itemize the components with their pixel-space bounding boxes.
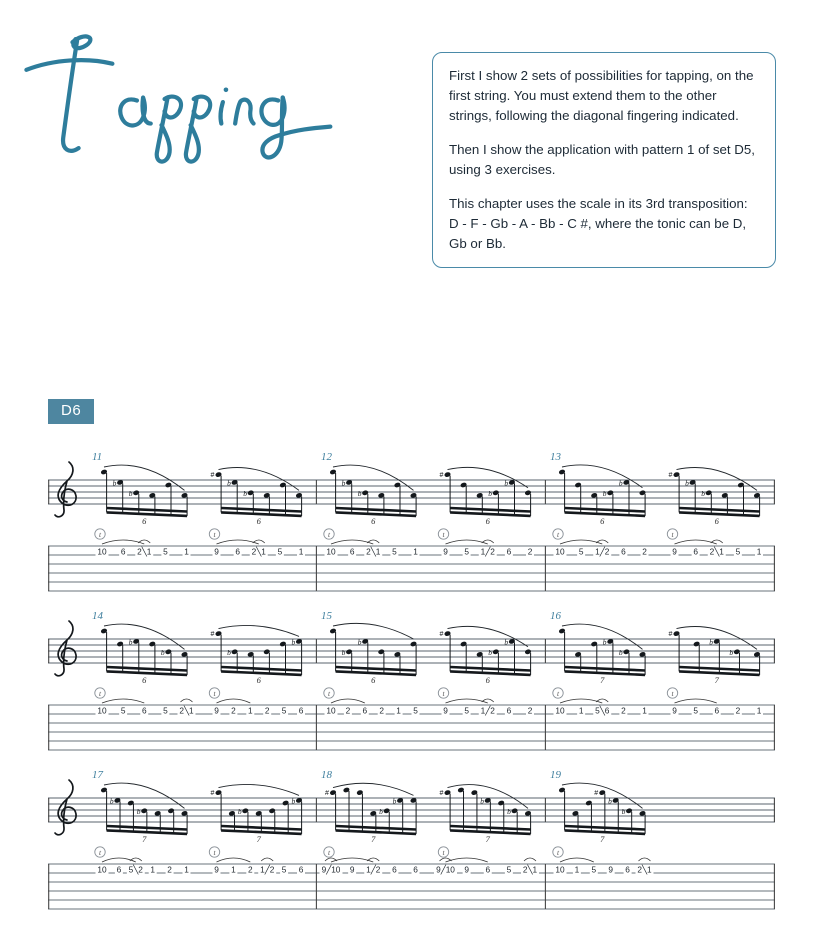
tab-number: 6 — [693, 546, 698, 557]
tap-indicator — [553, 688, 563, 698]
flat-accidental: b — [112, 478, 117, 488]
flat-accidental: b — [136, 806, 141, 816]
tab-number: 1╱2 — [595, 546, 610, 557]
tab-number: 9 — [214, 864, 219, 875]
tab-slur — [181, 699, 193, 702]
tab-number: 6 — [506, 705, 512, 716]
tab-number: 5 — [693, 705, 698, 716]
tab-slur — [217, 699, 251, 703]
tab-number: 1 — [574, 864, 580, 875]
slur — [219, 784, 300, 795]
info-paragraph-1: First I show 2 sets of possibilities for tapping, on the first string. You must extend them to the other strings, following the diagonal fingering indicated. — [449, 68, 754, 123]
info-paragraph-3: This chapter uses the scale in its 3rd transposition: D - F - Gb - A - Bb - C #, where the tonic can be D, Gb or Bb. — [449, 195, 748, 251]
beam — [221, 512, 302, 516]
tab-slur — [261, 858, 273, 861]
beam — [450, 508, 530, 512]
tab-number: 2 — [527, 705, 533, 716]
tap-indicator — [438, 529, 448, 539]
tab-number: 1╱2 — [480, 705, 495, 716]
tab-number: 6 — [298, 864, 304, 875]
flat-accidental: b — [618, 478, 623, 488]
flat-accidental: b — [480, 796, 484, 806]
tab-slur — [560, 699, 602, 703]
measure-number: 14 — [92, 610, 103, 622]
tap-letter: t — [98, 848, 102, 857]
notation-system — [48, 446, 775, 596]
slur — [562, 783, 643, 808]
tab-number: 9 — [608, 864, 614, 875]
slur — [333, 623, 414, 639]
tab-number: 9 — [672, 546, 677, 557]
measure-number: 18 — [321, 769, 332, 781]
tab-slur — [446, 540, 488, 544]
tab-slur — [639, 858, 651, 861]
logo-stroke-p1-descender — [157, 97, 170, 161]
measure-number: 17 — [92, 769, 103, 781]
tab-number: 2 — [167, 864, 172, 875]
tab-number: 1 — [184, 864, 189, 875]
tap-indicator — [324, 688, 334, 698]
flat-accidental: b — [227, 647, 231, 657]
tab-slur — [102, 540, 144, 544]
tab-number: 6 — [485, 864, 491, 875]
tab-number: 2╲1 — [179, 705, 194, 716]
tab-number: 1╱2 — [260, 864, 275, 875]
tab-number: 10 — [555, 546, 565, 557]
flat-accidental: b — [291, 637, 296, 647]
section-badge: D6 — [48, 399, 94, 424]
tap-indicator — [209, 688, 219, 698]
tap-letter: t — [442, 530, 445, 539]
notation-system — [48, 764, 775, 914]
tab-slur — [331, 540, 373, 544]
measure-number: 16 — [550, 610, 561, 622]
staff-lines — [48, 480, 775, 504]
flat-accidental: b — [341, 647, 346, 657]
beam — [565, 671, 646, 675]
tap-letter: t — [556, 689, 560, 698]
tab-number: 6 — [625, 864, 630, 875]
tab-number: 6 — [141, 705, 147, 716]
tap-indicator — [553, 847, 563, 857]
flat-accidental: b — [685, 478, 689, 488]
tab-number: 2 — [379, 705, 385, 716]
tab-number: 5╲6 — [595, 705, 610, 716]
sharp-accidental: # — [210, 790, 215, 798]
flat-accidental: b — [504, 637, 509, 647]
flat-accidental: b — [701, 488, 705, 498]
tab-number: 2 — [264, 705, 270, 716]
sharp-accidental: # — [439, 790, 444, 798]
beam — [221, 508, 302, 512]
tab-slur — [102, 699, 144, 703]
tab-slur — [102, 858, 136, 862]
beam — [450, 667, 530, 671]
tab-number: 6 — [621, 546, 626, 557]
tab-number: 5 — [735, 546, 741, 557]
tab-number: 2╲1 — [137, 546, 152, 557]
beam — [336, 667, 417, 671]
tab-slur — [560, 540, 602, 544]
tab-number: 2 — [621, 705, 626, 716]
slur — [448, 467, 529, 487]
beam — [336, 671, 417, 675]
beam — [565, 508, 646, 512]
tab-number: 5 — [281, 705, 287, 716]
tuplet-number: 6 — [371, 675, 376, 685]
tapping-script-logo — [8, 22, 338, 176]
tab-number: 5 — [464, 546, 469, 557]
tab-number: 5 — [506, 864, 512, 875]
flat-accidental: b — [357, 488, 362, 498]
flat-accidental: b — [729, 647, 734, 657]
tuplet-number: 6 — [600, 516, 605, 526]
tuplet-number: 7 — [256, 834, 261, 844]
tuplet-number: 7 — [600, 834, 605, 844]
tab-slur — [524, 858, 536, 861]
logo-i-dot — [224, 87, 229, 92]
tab-number: 10 — [97, 546, 107, 557]
tab-number: 9 — [443, 546, 448, 557]
tab-number: 1 — [396, 705, 401, 716]
tab-number: 1 — [247, 705, 253, 716]
tab-number: 1 — [184, 546, 189, 557]
tab-number: 2 — [231, 705, 236, 716]
tuplet-number: 6 — [256, 516, 261, 526]
tuplet-number: 6 — [714, 516, 719, 526]
tab-number: 6 — [362, 705, 368, 716]
tab-number: 9 — [214, 705, 219, 716]
tab-number: 5 — [120, 705, 126, 716]
slur — [104, 624, 185, 649]
flat-accidental: b — [109, 796, 114, 806]
beam — [221, 671, 302, 675]
tap-indicator — [553, 529, 563, 539]
tab-slur — [675, 540, 717, 544]
tab-number: 6 — [714, 705, 720, 716]
tuplet-number: 6 — [485, 516, 490, 526]
tap-indicator — [95, 847, 105, 857]
beam — [107, 671, 188, 675]
tap-letter: t — [98, 530, 102, 539]
flat-accidental: b — [160, 647, 165, 657]
tuplet-number: 7 — [600, 675, 605, 685]
tab-number: 10 — [555, 705, 565, 716]
tab-number: 1╱2 — [366, 864, 381, 875]
tab-slur — [217, 858, 251, 862]
tab-number: 6 — [298, 705, 304, 716]
sharp-accidental: # — [668, 631, 673, 639]
tab-number: 9 — [443, 705, 448, 716]
tab-number: 2╲1 — [251, 546, 266, 557]
tab-number: 2 — [527, 546, 533, 557]
tab-number: 9╱10 — [436, 864, 455, 875]
tap-letter: t — [327, 689, 331, 698]
sharp-accidental: # — [325, 790, 329, 798]
tuplet-number: 6 — [256, 675, 261, 685]
tab-number: 5 — [591, 864, 597, 875]
tap-letter: t — [213, 848, 216, 857]
tab-number: 10 — [326, 705, 336, 716]
logo-stroke-t-crossbar — [26, 60, 112, 70]
tab-number: 1 — [642, 705, 647, 716]
beam — [107, 512, 188, 516]
flat-accidental: b — [357, 637, 362, 647]
tap-indicator — [667, 688, 677, 698]
tab-number: 5 — [578, 546, 584, 557]
tab-number: 10 — [326, 546, 336, 557]
tuplet-number: 6 — [142, 675, 147, 685]
measure-number: 11 — [92, 451, 103, 463]
tab-number: 10 — [97, 705, 107, 716]
flat-accidental: b — [392, 796, 397, 806]
beam — [565, 667, 646, 671]
flat-accidental: b — [618, 647, 623, 657]
tab-slur — [675, 699, 717, 703]
tab-number: 6 — [506, 546, 512, 557]
tab-number: 6 — [413, 864, 418, 875]
flat-accidental: b — [488, 488, 493, 498]
beam — [107, 667, 188, 671]
flat-accidental: b — [128, 637, 133, 647]
tap-letter: t — [213, 530, 216, 539]
tap-indicator — [209, 529, 219, 539]
beam — [107, 508, 188, 512]
sharp-accidental: # — [594, 790, 599, 798]
flat-accidental: b — [608, 796, 612, 806]
tab-slur — [331, 858, 373, 862]
info-paragraph-2: Then I show the application with pattern 1 of set D5, using 3 exercises. — [449, 141, 756, 177]
tab-number: 1 — [298, 546, 304, 557]
tab-number: 2╲1 — [366, 546, 381, 557]
flat-accidental: b — [243, 488, 247, 498]
sharp-accidental: # — [210, 631, 215, 639]
tab-slur — [331, 699, 365, 703]
tuplet-number: 6 — [371, 516, 376, 526]
tab-number: 9 — [349, 864, 355, 875]
tab-number: 6 — [116, 864, 122, 875]
tab-number: 9 — [214, 546, 219, 557]
tab-number: 6 — [120, 546, 126, 557]
flat-accidental: b — [488, 647, 493, 657]
tab-number: 5 — [413, 705, 418, 716]
tap-indicator — [324, 529, 334, 539]
tap-indicator — [95, 688, 105, 698]
treble-clef-icon — [55, 780, 76, 835]
tab-slur — [446, 858, 488, 862]
tap-letter: t — [556, 530, 560, 539]
tap-indicator — [324, 847, 334, 857]
sharp-accidental: # — [668, 472, 673, 480]
beam — [679, 508, 760, 512]
beam — [221, 667, 302, 671]
treble-clef-icon — [55, 462, 76, 517]
tap-letter: t — [213, 689, 216, 698]
slur — [448, 626, 529, 646]
flat-accidental: b — [602, 637, 607, 647]
tap-indicator — [438, 847, 448, 857]
flat-accidental: b — [227, 478, 231, 488]
logo-stroke-n — [235, 100, 253, 124]
tap-letter: t — [98, 689, 102, 698]
slur — [219, 625, 300, 636]
logo-stroke-i — [221, 102, 223, 123]
tab-number: 9╱10 — [321, 864, 341, 875]
beam — [450, 671, 530, 675]
tap-letter: t — [671, 689, 674, 698]
slur — [104, 783, 185, 808]
notation-system — [48, 605, 775, 755]
tuplet-number: 7 — [142, 834, 147, 844]
tab-number: 2╲1 — [522, 864, 538, 875]
tab-slur — [560, 858, 594, 862]
info-box — [432, 52, 776, 268]
sharp-accidental: # — [439, 472, 444, 480]
tap-indicator — [209, 847, 219, 857]
tab-slur — [217, 540, 259, 544]
flat-accidental: b — [709, 637, 713, 647]
slur — [562, 465, 643, 488]
tab-number: 5 — [281, 864, 287, 875]
measure-number: 12 — [321, 451, 332, 463]
tab-number: 1 — [578, 705, 584, 716]
tap-letter: t — [442, 848, 445, 857]
logo-stroke-p2-descender — [186, 97, 199, 161]
tap-letter: t — [556, 848, 560, 857]
notation — [48, 446, 775, 923]
flat-accidental: b — [379, 806, 383, 816]
beam — [450, 512, 530, 516]
logo-stroke-t-stem — [63, 41, 79, 151]
measure-number: 15 — [321, 610, 332, 622]
flat-accidental: b — [621, 806, 626, 816]
flat-accidental: b — [602, 488, 607, 498]
beam — [336, 508, 417, 512]
tap-indicator — [667, 529, 677, 539]
tab-number: 1 — [413, 546, 418, 557]
tuplet-number: 7 — [485, 834, 490, 844]
flat-accidental: b — [128, 488, 133, 498]
tab-number: 5 — [277, 546, 283, 557]
treble-clef-icon — [55, 621, 76, 676]
sharp-accidental: # — [439, 631, 444, 639]
tab-number: 10 — [555, 864, 565, 875]
tab-number: 1 — [231, 864, 236, 875]
tab-number: 1 — [756, 705, 762, 716]
slur — [677, 627, 758, 650]
beam — [336, 512, 417, 516]
tap-letter: t — [442, 689, 445, 698]
sharp-accidental: # — [210, 472, 215, 480]
tab-number: 5 — [392, 546, 397, 557]
tab-number: 5 — [163, 546, 168, 557]
flat-accidental: b — [237, 806, 242, 816]
tab-number: 5 — [464, 705, 469, 716]
tap-letter: t — [327, 530, 331, 539]
tab-number: 2╲1 — [637, 864, 652, 875]
beam — [679, 512, 760, 516]
tab-number: 5╲2 — [128, 864, 143, 875]
tab-number: 5 — [163, 705, 168, 716]
measure-number: 13 — [550, 451, 561, 463]
measure-number: 19 — [550, 769, 561, 781]
tab-number: 2 — [247, 864, 253, 875]
tap-indicator — [438, 688, 448, 698]
tuplet-number: 7 — [371, 834, 376, 844]
tuplet-number: 6 — [485, 675, 490, 685]
tab-number: 10 — [97, 864, 107, 875]
flat-accidental: b — [291, 796, 296, 806]
tab-number: 1 — [150, 864, 156, 875]
flat-accidental: b — [504, 478, 509, 488]
tab-slur — [446, 699, 488, 703]
tab-number: 6 — [392, 864, 397, 875]
logo-stroke-a — [120, 97, 151, 125]
tap-letter: t — [671, 530, 674, 539]
tab-number: 2╲1 — [709, 546, 724, 557]
tab-number: 1 — [756, 546, 762, 557]
logo-stroke-g-tail — [262, 97, 330, 157]
tap-indicator — [95, 529, 105, 539]
tab-number: 9 — [464, 864, 469, 875]
tab-number: 6 — [349, 546, 355, 557]
tab-number: 2 — [735, 705, 741, 716]
beam — [565, 512, 646, 516]
flat-accidental: b — [507, 806, 511, 816]
flat-accidental: b — [341, 478, 346, 488]
tab-number: 9 — [672, 705, 677, 716]
tab-number: 2 — [345, 705, 351, 716]
tab-number: 1╱2 — [480, 546, 495, 557]
tuplet-number: 7 — [714, 675, 719, 685]
tab-number: 6 — [235, 546, 240, 557]
tap-letter: t — [327, 848, 331, 857]
tab-number: 2 — [642, 546, 647, 557]
tuplet-number: 6 — [142, 516, 147, 526]
